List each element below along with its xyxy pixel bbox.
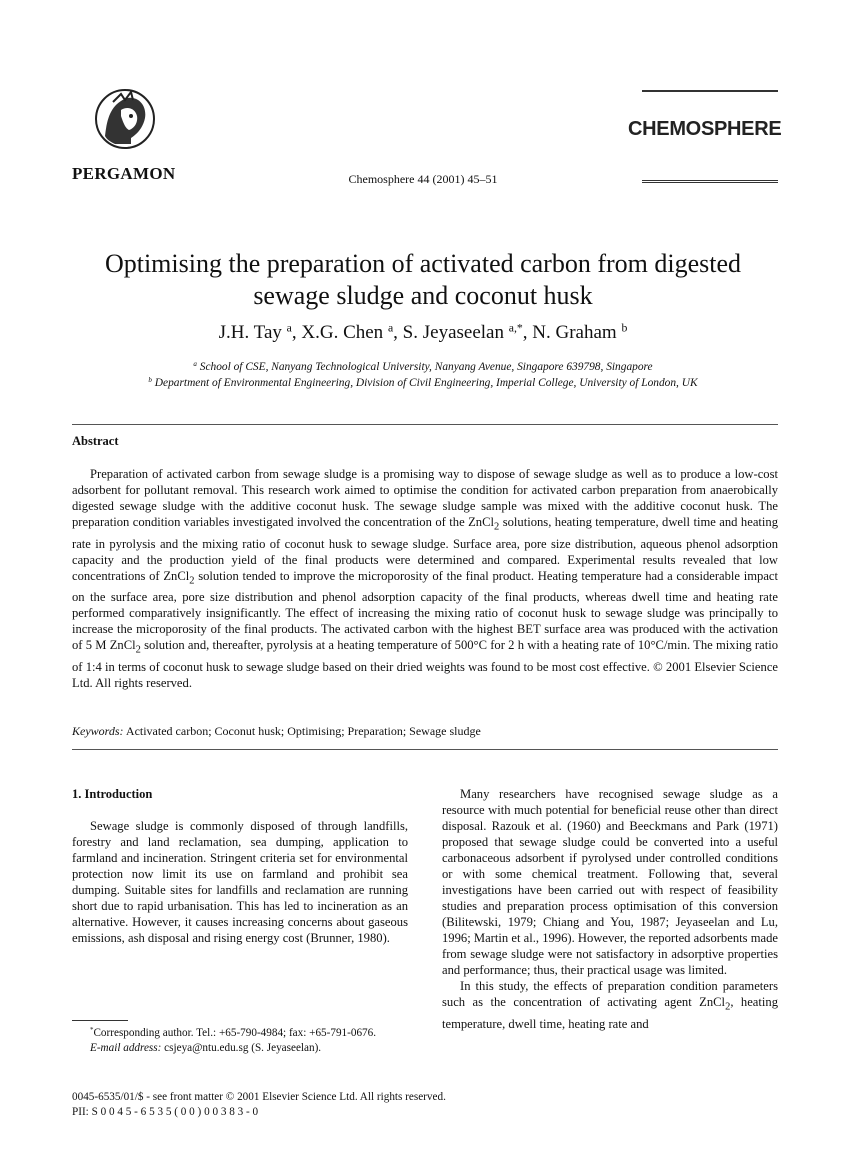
author-list xyxy=(0,322,846,344)
author-separator: , xyxy=(522,322,533,343)
keywords xyxy=(72,724,481,739)
pergamon-logo xyxy=(91,88,157,150)
email-text: csjeya@ntu.edu.sg (S. Jeyaseelan). xyxy=(161,1042,322,1054)
keywords-text: Activated carbon; Coconut husk; Optimising; Preparation; Sewage sludge xyxy=(123,724,481,738)
subscript: 2 xyxy=(189,575,195,587)
abstract-heading: Abstract xyxy=(72,434,119,448)
paragraph-segment: , heating temperature, dwell time, heating rate and xyxy=(442,995,778,1031)
author-affil-mark: a,* xyxy=(508,321,523,335)
affiliation-text: School of CSE, Nanyang Technological University, Nanyang Avenue, Singapore 639798, Singapore xyxy=(199,361,653,373)
copyright-line: 0045-6535/01/$ - see front matter © 2001 Elsevier Science Ltd. All rights reserved. xyxy=(72,1091,446,1103)
body-column-right xyxy=(442,786,778,1032)
footnote-line-1 xyxy=(72,1026,408,1041)
journal-rule-bottom xyxy=(642,180,778,185)
pii-line: PII: S 0 0 4 5 - 6 5 3 5 ( 0 0 ) 0 0 3 8 3 - 0 xyxy=(72,1106,259,1118)
journal-name: CHEMOSPHERE xyxy=(628,118,782,140)
abstract-text xyxy=(72,466,778,691)
affiliation-mark: b xyxy=(148,376,152,385)
keywords-label: Keywords: xyxy=(72,724,124,738)
author-name: N. Graham xyxy=(532,322,617,343)
body-paragraph xyxy=(442,978,778,1032)
journal-rule-top xyxy=(642,90,778,92)
divider-bottom xyxy=(72,749,778,750)
subscript: 2 xyxy=(494,521,500,533)
author-affil-mark: a xyxy=(387,321,394,335)
affiliation-mark: a xyxy=(193,360,197,369)
abstract-segment: solution and, thereafter, pyrolysis at a heating temperature of 500°C for 2 h with a heating rate of 10°C/min. The mixing ratio of 1:4 in terms of coconut husk to sewage sludge based on their dried weights was found to be most cost effective. © 2001 Elsevier Science Ltd. All rights reserved. xyxy=(72,638,778,690)
title-line-2: sewage sludge and coconut husk xyxy=(253,281,593,310)
publisher-name: PERGAMON xyxy=(72,164,176,183)
footnote xyxy=(72,1026,408,1056)
author-name: S. Jeyaseelan xyxy=(402,322,504,343)
author-affil-mark: b xyxy=(621,321,628,335)
article-title xyxy=(40,248,806,312)
affiliation-b xyxy=(0,377,846,389)
author-name: X.G. Chen xyxy=(301,322,384,343)
body-column-left xyxy=(72,786,408,946)
footnote-email xyxy=(72,1041,408,1056)
author-name: J.H. Tay xyxy=(218,322,282,343)
author-separator: , xyxy=(291,322,302,343)
footnote-text: Corresponding author. Tel.: +65-790-4984; fax: +65-791-0676. xyxy=(93,1027,377,1039)
subscript: 2 xyxy=(725,1001,731,1013)
email-label: E-mail address: xyxy=(90,1042,162,1054)
paragraph-segment: In this study, the effects of preparation condition parameters such as the concentration of activating agent ZnCl xyxy=(442,979,778,1009)
journal-citation: Chemosphere 44 (2001) 45–51 xyxy=(348,172,498,186)
title-line-1: Optimising the preparation of activated carbon from digested xyxy=(104,249,742,278)
divider-top xyxy=(72,424,778,425)
abstract-segment: solution tended to improve the microporosity of the final product. Heating temperature had a considerable impact on the surface area, pore size distribution and phenol adsorption capacity of the final products, whereas dwell time and heating rate performed comparatively insignificantly. The effect of increasing the mixing ratio of coconut husk to sewage sludge was principally to increase the microporosity of the final products. The activated carbon with the highest BET surface area was produced with the activation of 5 M ZnCl xyxy=(72,568,778,653)
footnote-rule xyxy=(72,1020,128,1021)
affiliation-a xyxy=(0,361,846,373)
subscript: 2 xyxy=(135,644,141,656)
abstract-segment: solutions, heating temperature, dwell time and heating rate in pyrolysis and the mixing ratio of coconut husk to sewage sludge. Surface area, pore size distribution, aqueous phenol adsorption capacity and the production yield of the final products were determined and compared. Experimental results revealed that low concentrations of ZnCl xyxy=(72,515,778,583)
section-heading: 1. Introduction xyxy=(72,787,153,801)
author-separator: , xyxy=(393,322,403,343)
front-matter xyxy=(72,1090,446,1120)
body-paragraph: Many researchers have recognised sewage sludge as a resource with much potential for beneficial reuse other than direct disposal. Razouk et al. (1960) and Beeckmans and Park (1971) proposed that sewage sludge could be converted into a useful carbonaceous adsorbent if pyrolysed under controlled conditions or with some chemical treatment. Following that, several investigations have been carried out with respect of feasibility studies and preparation process optimisation of this conversion (Bilitewski, 1979; Chiang and You, 1987; Jeyaseelan and Lu, 1996; Martin et al., 1996). However, the reported adsorbents made from sewage sludge were not satisfactory in adsorptive properties and performance; thus, their practical usage was limited. xyxy=(442,787,778,977)
body-paragraph: Sewage sludge is commonly disposed of through landfills, forestry and land reclamation, sea dumping, application to farmland and incineration. Stringent criteria set for environmental protection now limit its use on farmland and prohibit sea dumping. Suitable sites for landfills and reclamation are running short due to rapid urbanisation. This has led to incineration as an alternative. However, it causes increasing concerns about gaseous emissions, ash disposal and rising energy cost (Brunner, 1980). xyxy=(72,819,408,945)
abstract-segment: Preparation of activated carbon from sewage sludge is a promising way to dispose of sewage sludge as well as to produce a low-cost adsorbent for pollutant removal. This research work aimed to optimise the condition for activated carbon preparation from anaerobically digested sewage sludge with the additive coconut husk. The sewage sludge sample was mixed with the additive coconut husk. The preparation condition variables investigated involved the concentration of the ZnCl xyxy=(72,467,778,529)
author-affil-mark: a xyxy=(286,321,292,335)
affiliation-text: Department of Environmental Engineering, Division of Civil Engineering, Imperial College, University of London, UK xyxy=(154,377,698,389)
footnote-mark: * xyxy=(90,1026,94,1035)
